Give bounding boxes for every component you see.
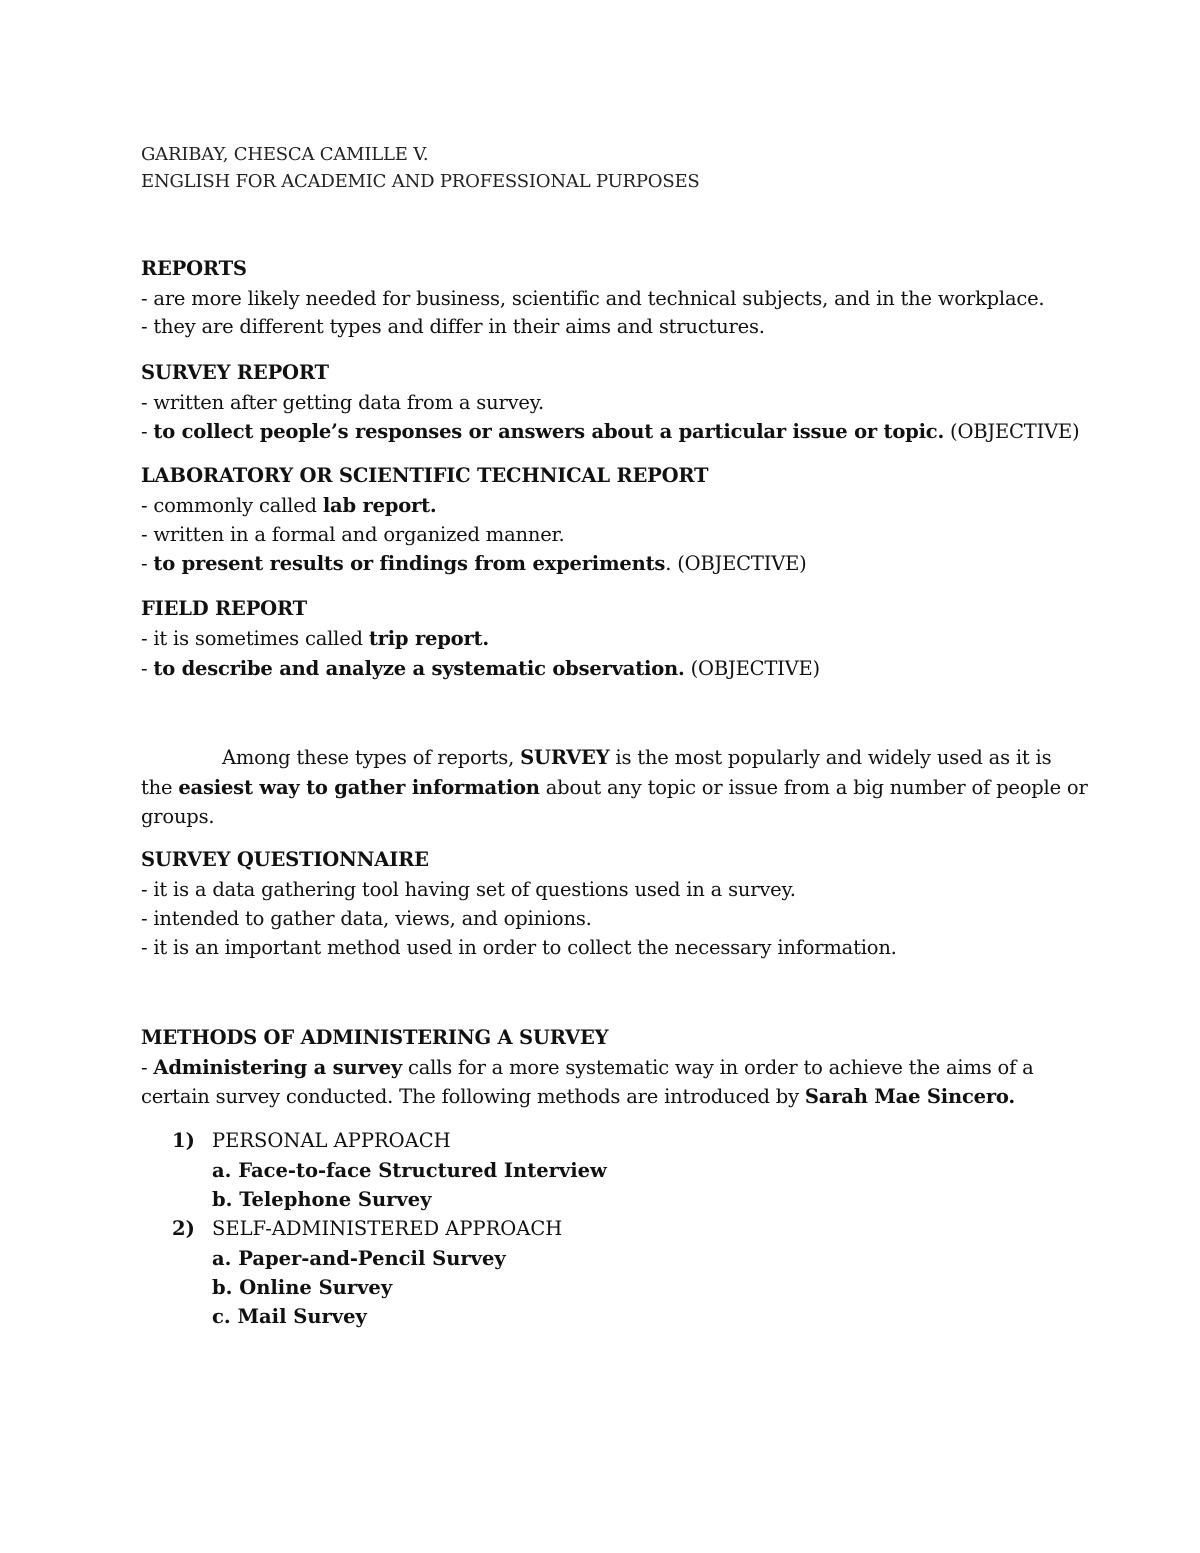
list-item-1-label: PERSONAL APPROACH <box>212 1129 451 1152</box>
questionnaire-heading: SURVEY QUESTIONNAIRE <box>141 848 429 871</box>
reports-line-2: - they are different types and differ in their aims and structures. <box>141 315 765 338</box>
list-item-1-number: 1) <box>172 1129 195 1152</box>
list-item-1-sub-b: b. Telephone Survey <box>212 1188 432 1211</box>
survey-report-objective: - to collect people’s responses or answers about a particular issue or topic. (OBJECTIVE) <box>141 420 1080 443</box>
list-item-1-sub-a: a. Face-to-face Structured Interview <box>212 1159 607 1182</box>
field-report-objective: - to describe and analyze a systematic observation. (OBJECTIVE) <box>141 657 820 680</box>
list-item-2-sub-a: a. Paper-and-Pencil Survey <box>212 1247 506 1270</box>
reports-line-1: - are more likely needed for business, scientific and technical subjects, and in the workplace. <box>141 287 1045 310</box>
course-title: ENGLISH FOR ACADEMIC AND PROFESSIONAL PURPOSES <box>141 171 700 192</box>
reports-heading: REPORTS <box>141 257 247 280</box>
methods-heading: METHODS OF ADMINISTERING A SURVEY <box>141 1026 609 1049</box>
lab-report-heading: LABORATORY OR SCIENTIFIC TECHNICAL REPORT <box>141 464 709 487</box>
survey-report-line-1: - written after getting data from a survey. <box>141 391 544 414</box>
methods-line-2: certain survey conducted. The following methods are introduced by Sarah Mae Sincero. <box>141 1085 1015 1108</box>
student-name: GARIBAY, CHESCA CAMILLE V. <box>141 144 429 165</box>
questionnaire-line-2: - intended to gather data, views, and opinions. <box>141 907 592 930</box>
list-item-2-number: 2) <box>172 1217 195 1240</box>
methods-line-1: - Administering a survey calls for a more systematic way in order to achieve the aims of a <box>141 1056 1034 1079</box>
lab-report-line-2: - written in a formal and organized manner. <box>141 523 565 546</box>
questionnaire-line-1: - it is a data gathering tool having set of questions used in a survey. <box>141 878 796 901</box>
paragraph-line-2: the easiest way to gather information about any topic or issue from a big number of people or <box>141 776 1088 799</box>
paragraph-line-3: groups. <box>141 805 215 828</box>
lab-report-line-1: - commonly called lab report. <box>141 494 437 517</box>
survey-report-heading: SURVEY REPORT <box>141 361 329 384</box>
field-report-heading: FIELD REPORT <box>141 597 307 620</box>
paragraph-line-1: Among these types of reports, SURVEY is the most popularly and widely used as it is <box>222 746 1052 769</box>
list-item-2-sub-b: b. Online Survey <box>212 1276 393 1299</box>
lab-report-objective: - to present results or findings from experiments. (OBJECTIVE) <box>141 552 807 575</box>
list-item-2-sub-c: c. Mail Survey <box>212 1305 367 1328</box>
field-report-line-1: - it is sometimes called trip report. <box>141 627 489 650</box>
list-item-2-label: SELF-ADMINISTERED APPROACH <box>212 1217 563 1240</box>
questionnaire-line-3: - it is an important method used in order to collect the necessary information. <box>141 936 897 959</box>
